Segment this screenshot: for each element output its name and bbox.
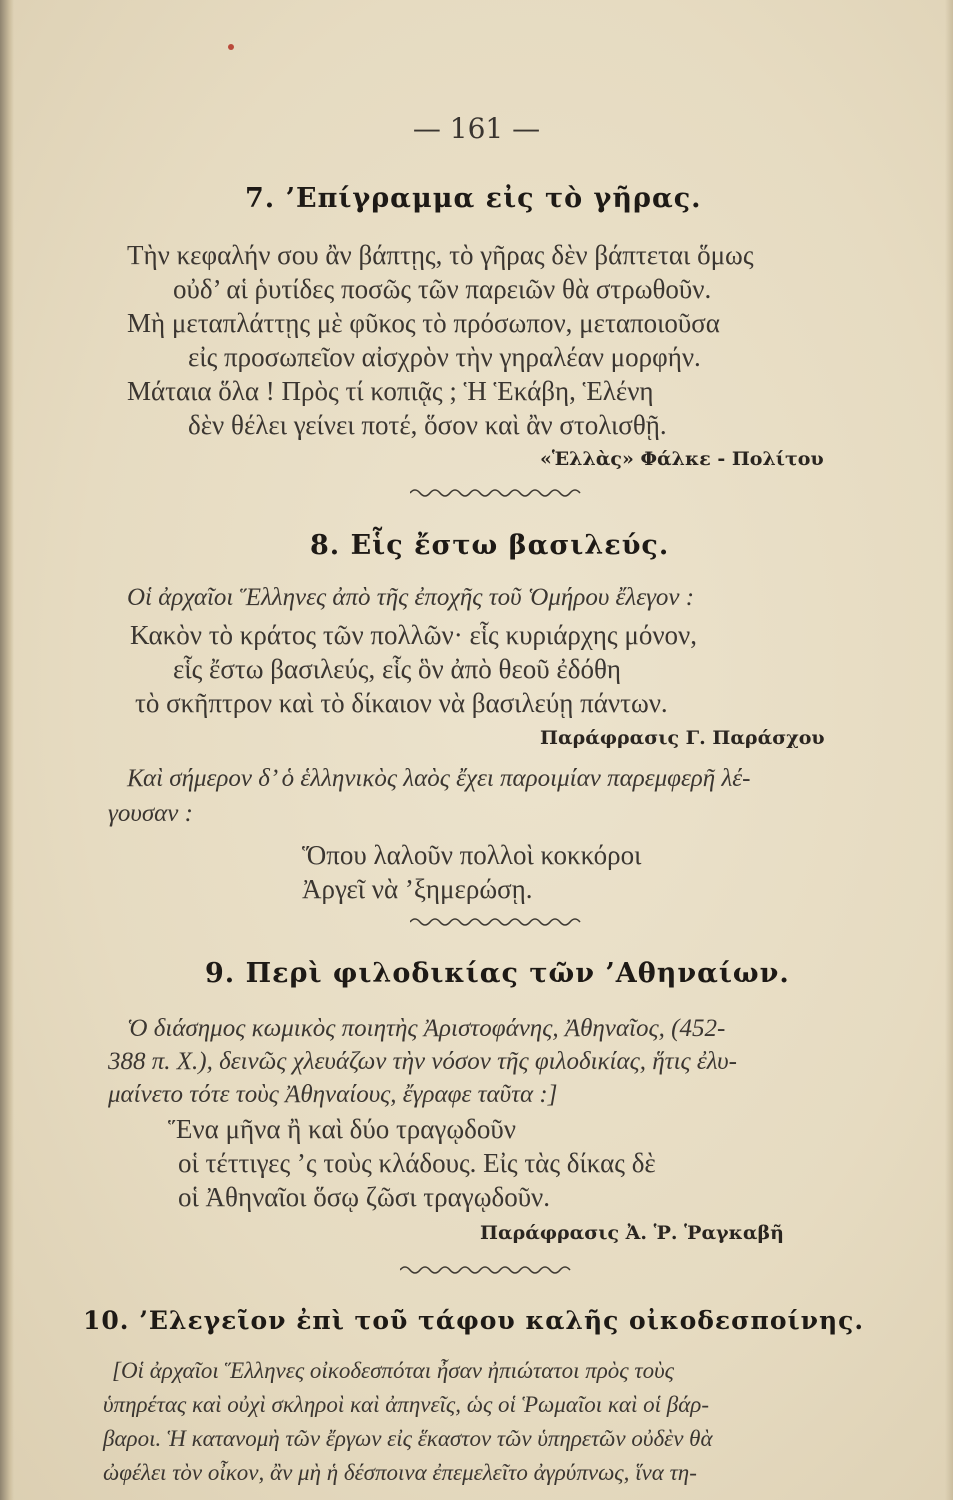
- page-edge-shadow: [945, 0, 953, 1500]
- section-8-proverb-1: Ὅπου λαλοῦν πολλοὶ κοκκόροι: [302, 840, 642, 870]
- section-divider-3: [400, 1264, 575, 1276]
- section-8-prose-2: γουσαν :: [108, 800, 193, 827]
- section-8-title: 8. Εἷς ἔστω βασιλεύς.: [310, 530, 670, 561]
- section-9-prose-1: Ὁ διάσημος κωμικὸς ποιητὴς Ἀριστοφάνης, Ἀθηναῖος, (452-: [127, 1015, 726, 1042]
- section-7-line-3: Μὴ μεταπλάττῃς μὲ φῦκος τὸ πρόσωπον, μεταποιοῦσα: [127, 308, 720, 338]
- section-9-prose-3: μαίνετο τότε τοὺς Ἀθηναίους, ἔγραφε ταῦτα :]: [108, 1081, 558, 1108]
- section-7-line-5: Μάταια ὅλα ! Πρὸς τί κοπιᾷς ; Ἡ Ἑκάβη, Ἑλένη: [127, 376, 654, 406]
- section-10-prose-3: βαροι. Ἡ κατανομὴ τῶν ἔργων εἰς ἕκαστον τῶν ὑπηρετῶν οὐδὲν θὰ: [103, 1426, 713, 1451]
- section-divider-1: [410, 487, 585, 499]
- section-8-line-1: Κακὸν τὸ κράτος τῶν πολλῶν· εἷς κυριάρχης μόνον,: [130, 620, 697, 650]
- section-9-prose-2: 388 π. Χ.), δεινῶς χλευάζων τὴν νόσον τῆς φιλοδικίας, ἥτις ἐλυ-: [108, 1048, 737, 1075]
- section-7-line-2: οὐδ’ αἱ ῥυτίδες ποσῶς τῶν παρειῶν θὰ στρωθοῦν.: [173, 274, 712, 304]
- section-9-line-1: Ἕνα μῆνα ἢ καὶ δύο τραγῳδοῦν: [168, 1114, 516, 1144]
- section-8-line-2: εἷς ἔστω βασιλεύς, εἷς ὃν ἀπὸ θεοῦ ἐδόθη: [173, 654, 622, 684]
- page-spine-shadow: [0, 0, 14, 1500]
- section-7-line-6: δὲν θέλει γείνει ποτέ, ὅσον καὶ ἂν στολισθῇ.: [188, 410, 667, 440]
- section-8-proverb-2: Ἀργεῖ νὰ ’ξημερώσῃ.: [302, 874, 533, 904]
- page-number: — 161 —: [412, 112, 541, 145]
- section-9-line-2: οἱ τέττιγες ’ς τοὺς κλάδους. Εἰς τὰς δίκας δὲ: [178, 1148, 656, 1178]
- section-7-attribution: «Ἑλλὰς» Φάλκε - Πολίτου: [540, 448, 824, 470]
- section-9-line-3: οἱ Ἀθηναῖοι ὅσῳ ζῶσι τραγῳδοῦν.: [178, 1182, 551, 1212]
- section-9-attribution: Παράφρασις Ἀ. Ῥ. Ῥαγκαβῆ: [480, 1222, 784, 1244]
- section-9-title: 9. Περὶ φιλοδικίας τῶν ’Αθηναίων.: [205, 958, 790, 989]
- section-10-title: 10. ’Ελεγεῖον ἐπὶ τοῦ τάφου καλῆς οἰκοδεσποίνης.: [83, 1306, 865, 1335]
- section-divider-2: [410, 916, 585, 928]
- section-7-title: 7. ’Επίγραμμα εἰς τὸ γῆρας.: [245, 183, 702, 214]
- section-10-prose-2: ὑπηρέτας καὶ οὐχὶ σκληροὶ καὶ ἀπηνεῖς, ὡς οἱ Ῥωμαῖοι καὶ οἱ βάρ-: [103, 1392, 709, 1417]
- section-8-prose-1: Καὶ σήμερον δ’ ὁ ἑλληνικὸς λαὸς ἔχει παροιμίαν παρεμφερῆ λέ-: [127, 765, 751, 792]
- section-7-line-4: εἰς προσωπεῖον αἰσχρὸν τὴν γηραλέαν μορφήν.: [188, 342, 701, 372]
- section-8-attribution: Παράφρασις Γ. Παράσχου: [540, 727, 825, 749]
- section-10-prose-1: [Οἱ ἀρχαῖοι Ἕλληνες οἰκοδεσπόται ἦσαν ἠπιώτατοι πρὸς τοὺς: [112, 1358, 674, 1383]
- ink-spot: [228, 44, 234, 50]
- section-10-prose-4: ὠφέλει τὸν οἶκον, ἂν μὴ ἡ δέσποινα ἐπεμελεῖτο ἀγρύπνως, ἵνα τη-: [103, 1460, 697, 1485]
- section-8-line-3: τὸ σκῆπτρον καὶ τὸ δίκαιον νὰ βασιλεύῃ πάντων.: [135, 688, 668, 718]
- section-8-intro: Οἱ ἀρχαῖοι Ἕλληνες ἀπὸ τῆς ἐποχῆς τοῦ Ὁμήρου ἔλεγον :: [127, 584, 695, 611]
- section-7-line-1: Τὴν κεφαλήν σου ἂν βάπτῃς, τὸ γῆρας δὲν βάπτεται ὅμως: [127, 240, 754, 270]
